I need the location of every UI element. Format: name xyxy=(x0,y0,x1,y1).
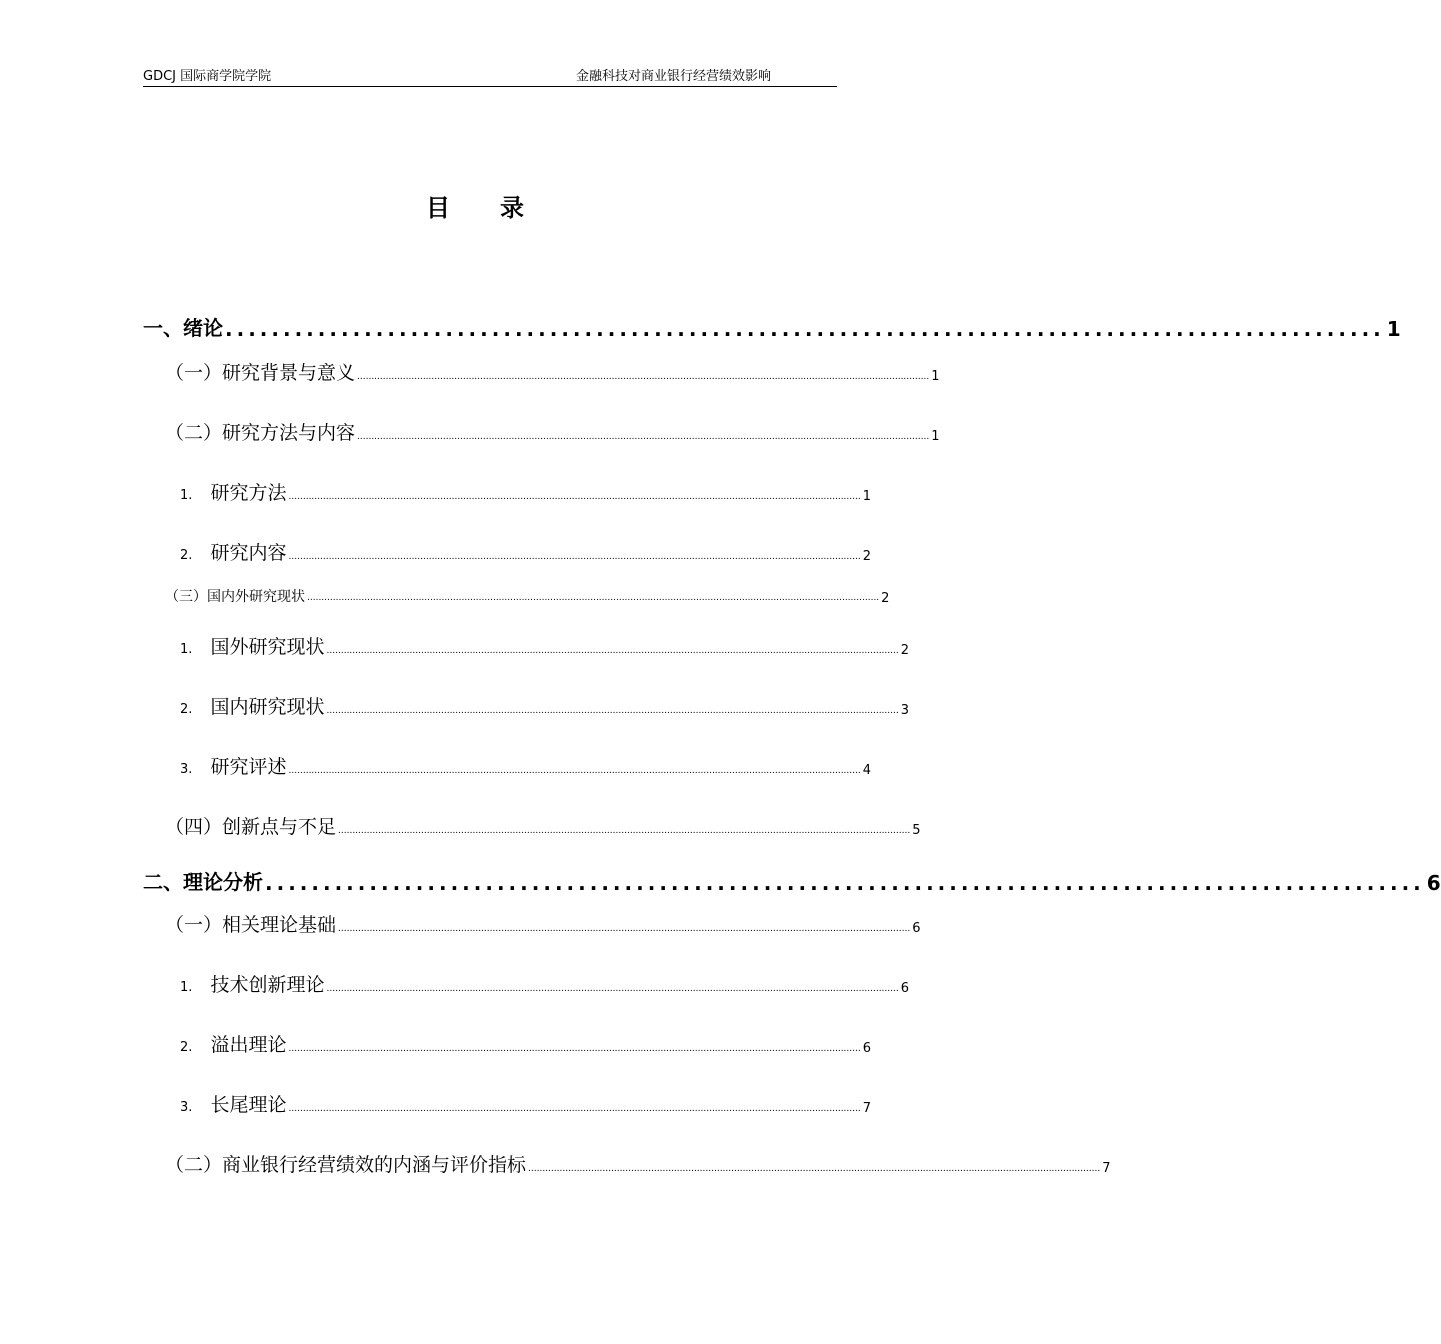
toc-entry[interactable] xyxy=(180,970,909,997)
toc-entry-label xyxy=(180,478,287,505)
toc-entry-label: 一、绪论 xyxy=(143,316,223,340)
toc-entry-text: 国外研究现状 xyxy=(210,636,325,658)
toc-entry-number: 1. xyxy=(180,980,193,995)
toc-entry-label xyxy=(180,632,325,659)
toc-entry-page: 6 xyxy=(1426,871,1441,895)
toc-entry-label xyxy=(180,970,325,997)
toc-entry-page: 5 xyxy=(912,823,921,838)
toc-entry[interactable] xyxy=(180,752,871,779)
toc-entry-label: （三）国内外研究现状 xyxy=(165,589,305,605)
toc-entry[interactable] xyxy=(165,586,890,606)
toc-entry[interactable] xyxy=(180,1090,871,1117)
toc-entry-page: 1 xyxy=(1386,317,1401,341)
toc-entry[interactable] xyxy=(165,418,940,445)
title-char-1: 目 xyxy=(426,194,450,222)
toc-entry-number: 1. xyxy=(180,642,193,657)
toc-entry-label xyxy=(180,1090,287,1117)
toc-leader: ........................................................................................................................................................................................................ xyxy=(288,766,861,776)
toc-entry-label: （一）相关理论基础 xyxy=(165,914,337,936)
toc-leader: ........................................................................................................................................................................................................ xyxy=(338,826,911,836)
toc-entry-number: 1. xyxy=(180,488,193,503)
toc-entry-label: 二、理论分析 xyxy=(143,870,263,894)
toc-leader: ........................................................................................................................................................................................................ xyxy=(357,432,930,442)
toc-entry-page: 6 xyxy=(862,1041,871,1056)
toc-entry-page: 2 xyxy=(881,591,890,606)
toc-leader: ........................................................................................................................................................................................................ xyxy=(288,1104,861,1114)
toc-entry[interactable] xyxy=(165,910,921,937)
toc-entry-text: 长尾理论 xyxy=(210,1094,287,1116)
toc-leader: ........................................................................................................................................................................................................ xyxy=(326,984,899,994)
toc-entry-page: 2 xyxy=(862,549,871,564)
toc-entry-page: 3 xyxy=(900,703,909,718)
header-left: GDCJ 国际商学院学院 xyxy=(143,69,272,84)
toc-entry[interactable] xyxy=(180,1030,871,1057)
toc-entry-text: 国内研究现状 xyxy=(210,696,325,718)
toc-entry-number: 3. xyxy=(180,762,193,777)
toc-entry-page: 6 xyxy=(900,981,909,996)
toc-entry-text: 研究评述 xyxy=(210,756,287,778)
toc-entry-number: 2. xyxy=(180,1040,193,1055)
toc-leader: ........................................................................................................................................................................................................ xyxy=(357,372,930,382)
toc-entry-page: 7 xyxy=(862,1101,871,1116)
toc-leader: ........................................................................................................................................................................................................ xyxy=(528,1164,1101,1174)
toc-leader: ........................................................................................................................................................................................................ xyxy=(338,924,911,934)
toc-entry-text: 技术创新理论 xyxy=(210,974,325,996)
toc-leader: ........................................................................................................................................................................................................ xyxy=(288,492,861,502)
toc-leader: .................................................................................................... xyxy=(225,317,1385,341)
toc-entry-page: 1 xyxy=(862,489,871,504)
toc-entry[interactable] xyxy=(180,632,909,659)
page-title xyxy=(0,188,950,223)
toc-entry-label: （四）创新点与不足 xyxy=(165,816,337,838)
toc-entry[interactable] xyxy=(143,866,1441,895)
toc-entry[interactable] xyxy=(143,312,1401,341)
toc-entry-number: 3. xyxy=(180,1100,193,1115)
toc-entry[interactable] xyxy=(165,1150,1111,1177)
toc-entry-page: 6 xyxy=(912,921,921,936)
toc-leader: ........................................................................................................................................................................................................ xyxy=(307,593,880,603)
toc-leader: ........................................................................................................................................................................................................ xyxy=(326,706,899,716)
toc-entry[interactable] xyxy=(180,538,871,565)
toc-entry-page: 4 xyxy=(862,763,871,778)
toc-entry-page: 1 xyxy=(931,429,940,444)
toc-entry-label: （二）商业银行经营绩效的内涵与评价指标 xyxy=(165,1154,527,1176)
toc-entry-text: 研究内容 xyxy=(210,542,287,564)
toc-entry-label: （二）研究方法与内容 xyxy=(165,422,356,444)
toc-entry-label xyxy=(180,1030,287,1057)
toc-entry-page: 1 xyxy=(931,369,940,384)
toc-leader: .................................................................................................... xyxy=(265,871,1425,895)
toc-entry[interactable] xyxy=(180,478,871,505)
toc-entry-page: 2 xyxy=(900,643,909,658)
toc-entry[interactable] xyxy=(165,812,921,839)
toc-entry[interactable] xyxy=(165,358,940,385)
toc-entry-label xyxy=(180,752,287,779)
toc-entry-number: 2. xyxy=(180,702,193,717)
header-right: 金融科技对商业银行经营绩效影响 xyxy=(575,69,771,84)
toc-entry-label xyxy=(180,692,325,719)
toc-entry-label xyxy=(180,538,287,565)
toc-entry-number: 2. xyxy=(180,548,193,563)
page-header xyxy=(143,66,837,87)
title-char-2: 录 xyxy=(500,194,524,222)
toc-entry[interactable] xyxy=(180,692,909,719)
toc-entry-text: 研究方法 xyxy=(210,482,287,504)
toc-leader: ........................................................................................................................................................................................................ xyxy=(288,1044,861,1054)
toc-leader: ........................................................................................................................................................................................................ xyxy=(326,646,899,656)
toc-entry-label: （一）研究背景与意义 xyxy=(165,362,356,384)
toc-entry-text: 溢出理论 xyxy=(210,1034,287,1056)
toc-leader: ........................................................................................................................................................................................................ xyxy=(288,552,861,562)
toc-entry-page: 7 xyxy=(1102,1161,1111,1176)
